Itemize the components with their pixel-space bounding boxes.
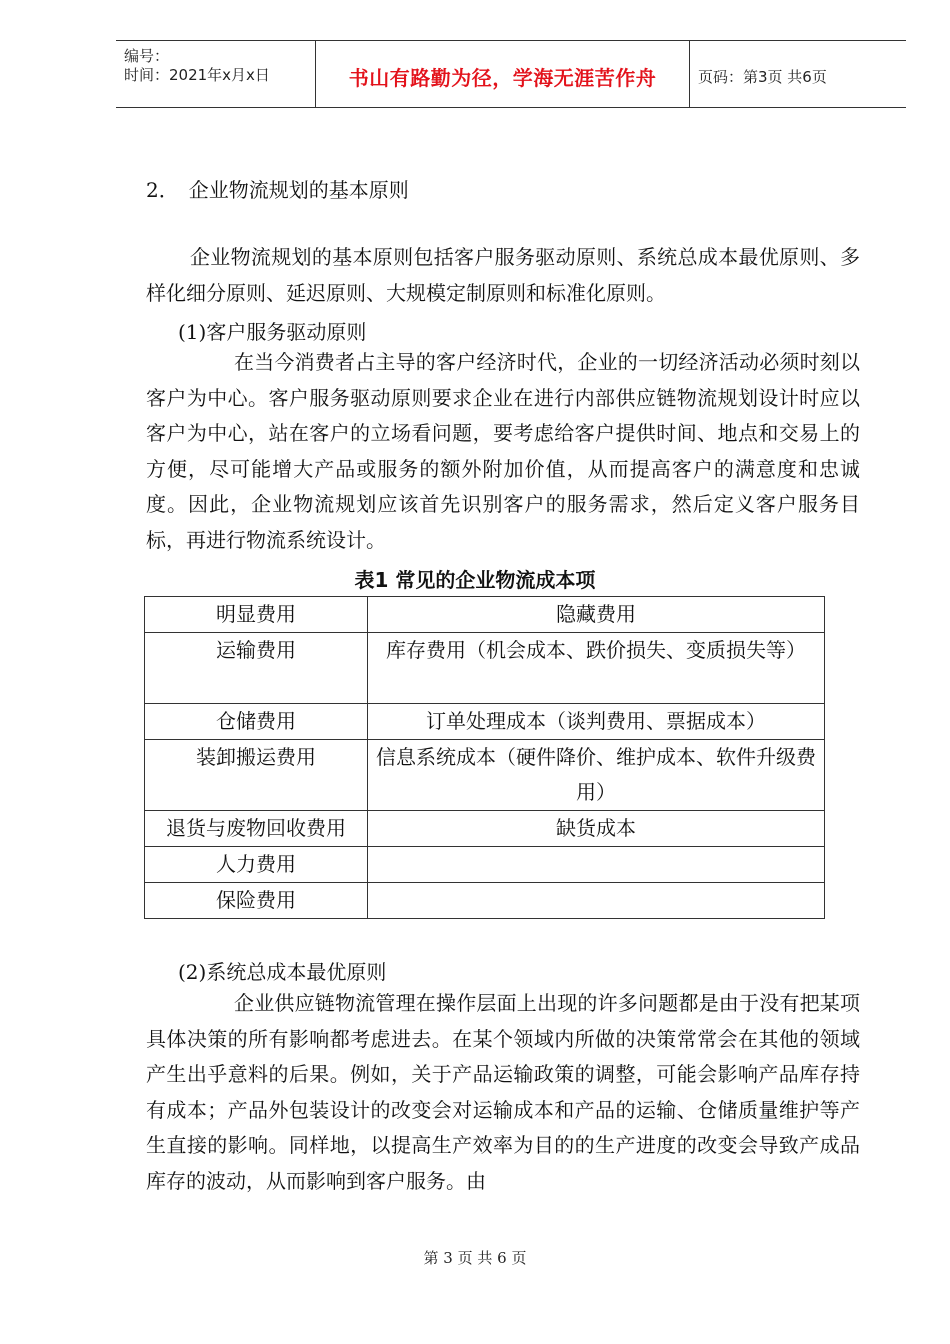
header-motto: 书山有路勤为径，学海无涯苦作舟 [348,66,657,90]
subsection-body-1: 在当今消费者占主导的客户经济时代，企业的一切经济活动必须时刻以客户为中心。客户服务驱动原则要求企业在进行内部供应链物流规划设计时应以客户为中心，站在客户的立场看问题，要考虑给客户提供时间、地点和交易上的方便，尽可能增大产品或服务的额外附加价值，从而提高客户的满意度和忠诚度。因此，企业物流规划应该首先识别客户的服务需求，然后定义客户服务目标，再进行物流系统设计。 [146,350,860,552]
table-row [145,740,825,811]
table-row [145,847,825,883]
page-footer: 第 3 页 共 6 页 [423,1249,527,1267]
table-cell: 保险费用 [145,883,368,919]
doc-time-label: 时间：2021年x月x日 [124,66,270,84]
table-cell: 仓储费用 [145,704,368,740]
table-cell: 退货与废物回收费用 [145,811,368,847]
table-cell: 库存费用（机会成本、跌价损失、变质损失等） [368,633,825,704]
subsection-title-2: (2)系统总成本最优原则 [178,960,387,984]
table-caption: 表1 常见的企业物流成本项 [354,568,596,592]
table-header-cell: 明显费用 [145,597,368,633]
table-cell: 人力费用 [145,847,368,883]
table-cell: 缺货成本 [368,811,825,847]
cost-table [144,596,825,919]
table-cell: 运输费用 [145,633,368,704]
table-row [145,811,825,847]
table-cell: 信息系统成本（硬件降价、维护成本、软件升级费用） [368,740,825,811]
header-page-number: 页码：第3页 共6页 [698,68,827,86]
header-divider [689,41,690,107]
doc-number-label: 编号： [124,47,170,65]
table-cell: 订单处理成本（谈判费用、票据成本） [368,704,825,740]
section-heading: 2． 企业物流规划的基本原则 [146,178,409,202]
table-cell [368,883,825,919]
table-header-row [145,597,825,633]
header-meta [124,47,270,85]
table-row [145,883,825,919]
table-row [145,633,825,704]
subsection-title-1: (1)客户服务驱动原则 [178,320,367,344]
table-cell: 装卸搬运费用 [145,740,368,811]
table-header-cell: 隐藏费用 [368,597,825,633]
table-row [145,704,825,740]
table-cell [368,847,825,883]
page-header [116,40,906,108]
subsection-body-2: 企业供应链物流管理在操作层面上出现的许多问题都是由于没有把某项具体决策的所有影响都考虑进去。在某个领域内所做的决策常常会在其他的领域产生出乎意料的后果。例如，关于产品运输政策的调整，可能会影响产品库存持有成本；产品外包装设计的改变会对运输成本和产品的运输、仓储质量维护等产生直接的影响。同样地，以提高生产效率为目的的生产进度的改变会导致产成品库存的波动，从而影响到客户服务。由 [146,991,860,1193]
intro-paragraph: 企业物流规划的基本原则包括客户服务驱动原则、系统总成本最优原则、多样化细分原则、延迟原则、大规模定制原则和标准化原则。 [146,245,860,305]
